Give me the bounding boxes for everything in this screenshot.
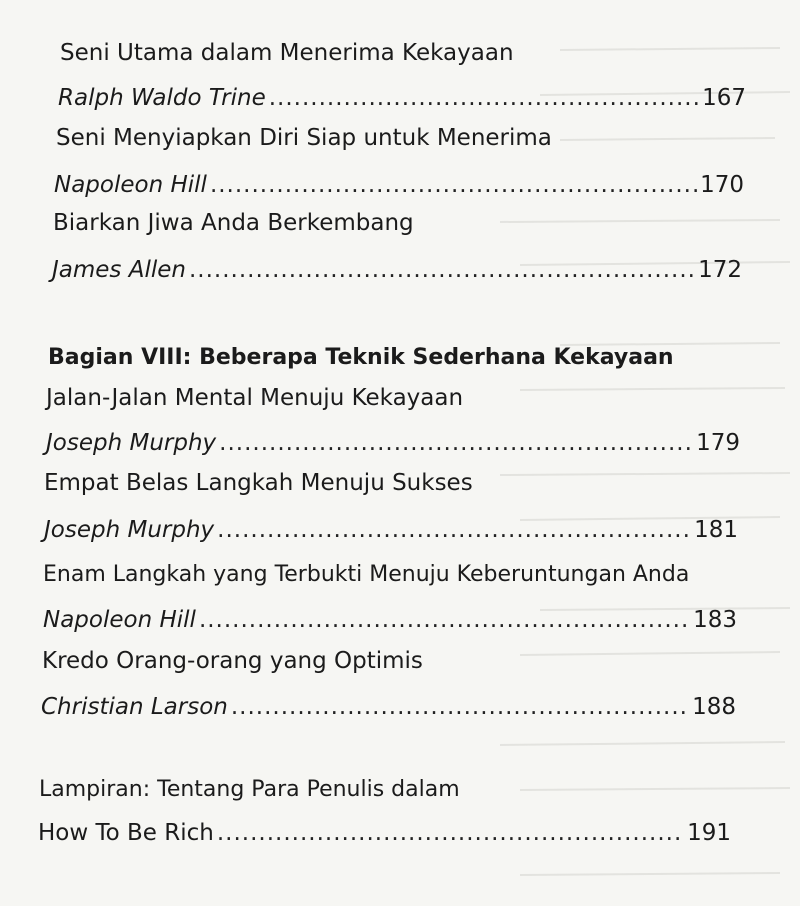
- toc-page-number: 188: [692, 694, 736, 720]
- toc-entry-author: Napoleon Hill: [43, 607, 196, 633]
- toc-entry-author: Napoleon Hill: [54, 172, 207, 198]
- toc-entry-title: Jalan-Jalan Mental Menuju Kekayaan: [46, 385, 464, 411]
- toc-entry-author-line: [52, 255, 742, 285]
- toc-entry-author-line: [46, 428, 740, 458]
- toc-page-number: 167: [702, 85, 746, 111]
- toc-entry-author-line: [58, 83, 746, 113]
- toc-entry-title: Empat Belas Langkah Menuju Sukses: [44, 470, 473, 496]
- toc-entry-author: Christian Larson: [41, 694, 228, 720]
- dot-leader: [199, 605, 690, 635]
- toc-entry-title: Seni Utama dalam Menerima Kekayaan: [60, 40, 514, 66]
- toc-entry-author: James Allen: [52, 257, 186, 283]
- dot-leader: [269, 83, 699, 113]
- toc-entry-title: Kredo Orang-orang yang Optimis: [42, 648, 423, 674]
- toc-entry-title: Seni Menyiapkan Diri Siap untuk Menerima: [56, 125, 552, 151]
- appendix-entry-line: [38, 818, 731, 848]
- toc-page-number: 179: [696, 430, 740, 456]
- toc-entry-author: Joseph Murphy: [44, 517, 215, 543]
- toc-entry-title: Enam Langkah yang Terbukti Menuju Keberuntungan Anda: [43, 562, 690, 587]
- toc-page-number: 183: [693, 607, 737, 633]
- toc-entry-title: Biarkan Jiwa Anda Berkembang: [53, 210, 414, 236]
- dot-leader: [219, 428, 693, 458]
- toc-entry-author-line: [44, 515, 738, 545]
- appendix-title: Lampiran: Tentang Para Penulis dalam: [39, 777, 460, 802]
- toc-page-number: 170: [700, 172, 744, 198]
- toc-page-number: 181: [694, 517, 738, 543]
- toc-entry-author-line: [41, 692, 736, 722]
- toc-entry-author: Joseph Murphy: [46, 430, 217, 456]
- toc-entry-author-line: [54, 170, 744, 200]
- dot-leader: [231, 692, 689, 722]
- toc-entry-author: Ralph Waldo Trine: [58, 85, 266, 111]
- dot-leader: [210, 170, 697, 200]
- dot-leader: [189, 255, 695, 285]
- section-heading: Bagian VIII: Beberapa Teknik Sederhana Kekayaan: [48, 345, 674, 370]
- toc-entry-author-line: [43, 605, 737, 635]
- dot-leader: [217, 515, 691, 545]
- appendix-title-continued: How To Be Rich: [38, 820, 214, 846]
- toc-page-number: 191: [687, 820, 731, 846]
- dot-leader: [217, 818, 684, 848]
- toc-page-number: 172: [698, 257, 742, 283]
